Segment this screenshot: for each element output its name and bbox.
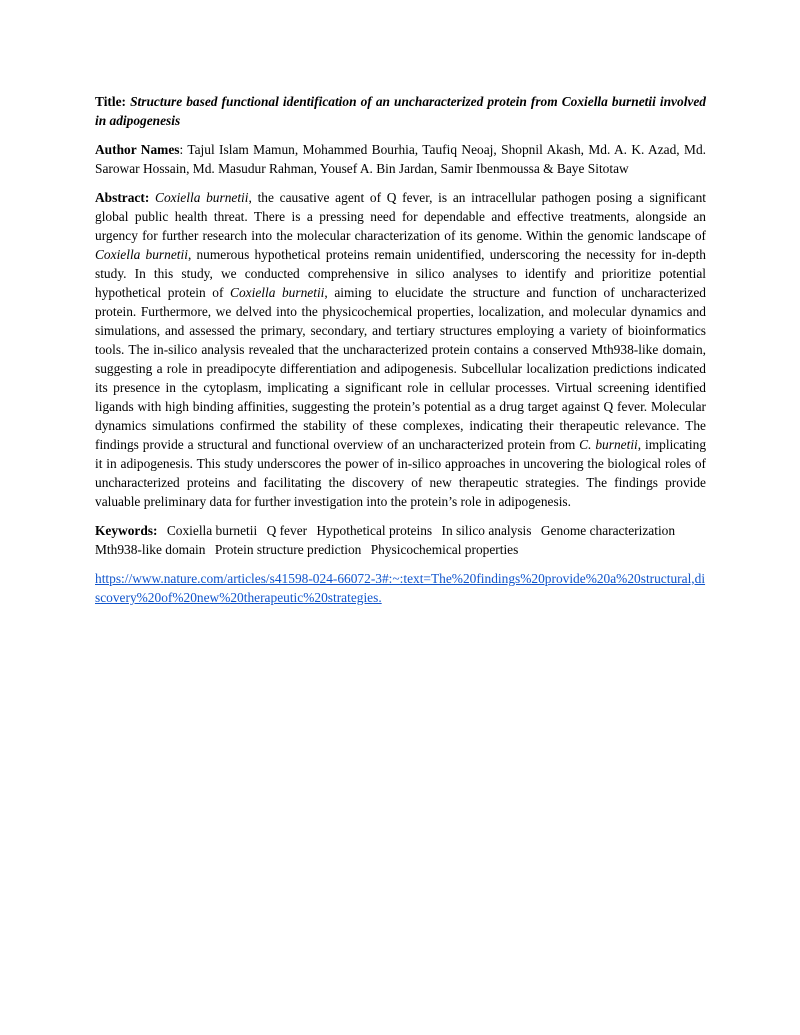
- abstract-text-4: , implicating it in adipogenesis. This study underscores the power of in-silico approaches in uncovering the biological roles of uncharacterized proteins and facilitating the discovery of new therapeutic strategies. The findings provide valuable preliminary data for further investigation into the protein’s role in adipogenesis.: [95, 437, 707, 509]
- keyword: Protein structure prediction: [214, 542, 362, 557]
- author-names: : Tajul Islam Mamun, Mohammed Bourhia, Taufiq Neoaj, Shopnil Akash, Md. A. K. Azad, Md. Sarowar Hossain, Md. Masudur Rahman, Yousef A. Bin Jardan, Samir Ibenmoussa & Baye Sitotaw: [95, 142, 706, 176]
- keyword: Mth938-like domain: [95, 542, 206, 557]
- keywords-block: [95, 521, 706, 559]
- keyword: Coxiella burnetii: [166, 523, 258, 538]
- keyword: Genome characterization: [540, 523, 676, 538]
- article-link[interactable]: https://www.nature.com/articles/s41598-024-66072-3#:~:text=The%20findings%20provide%20a%20structural,discovery%20of%20new%20therapeutic%20strategies.: [95, 571, 706, 605]
- abstract-text-1: , the causative agent of Q fever, is an intracellular pathogen posing a significant global public health threat. There is a pressing need for dependable and effective treatments, alongside an urgency for further research into the molecular characterization of its genome. Within the genomic landscape of: [95, 190, 706, 243]
- abstract-label: Abstract:: [95, 190, 150, 205]
- title-label: Title:: [95, 94, 126, 109]
- authors-label: Author Names: [95, 142, 180, 157]
- abstract-species-4: C. burnetii: [579, 437, 638, 452]
- abstract-species-2: Coxiella burnetii: [95, 247, 188, 262]
- authors-block: [95, 140, 706, 178]
- keywords-label: Keywords:: [95, 523, 158, 538]
- title-block: [95, 92, 706, 130]
- abstract-species-3: Coxiella burnetii: [230, 285, 325, 300]
- keyword: Hypothetical proteins: [316, 523, 433, 538]
- abstract-species-1: Coxiella burnetii: [155, 190, 249, 205]
- abstract-block: [95, 188, 706, 511]
- abstract-text-3: , aiming to elucidate the structure and function of uncharacterized protein. Furthermore, we delved into the physicochemical properties, localization, and molecular dynamics and simulations, and assessed the primary, secondary, and tertiary structures employing a variety of bioinformatics tools. The in-silico analysis revealed that the uncharacterized protein contains a conserved Mth938-like domain, suggesting a role in preadipocyte differentiation and adipogenesis. Subcellular localization predictions indicated its presence in the cytoplasm, implicating a significant role in cellular processes. Virtual screening identified ligands with high binding affinities, suggesting the protein’s potential as a drug target against Q fever. Molecular dynamics simulations confirmed the stability of these complexes, indicating their therapeutic relevance. The findings provide a structural and functional overview of an uncharacterized protein from: [95, 285, 706, 452]
- abstract-text-2: , numerous hypothetical proteins remain unidentified, underscoring the necessity for in-depth study. In this study, we conducted comprehensive in silico analyses to identify and prioritize potential hypothetical protein of: [95, 247, 706, 300]
- paper-title: Structure based functional identification of an uncharacterized protein from Coxiella burnetii involved in adipogenesis: [95, 94, 706, 128]
- document-page: [95, 92, 706, 607]
- keyword: Physicochemical properties: [370, 542, 519, 557]
- keyword: In silico analysis: [441, 523, 532, 538]
- keyword: Q fever: [266, 523, 308, 538]
